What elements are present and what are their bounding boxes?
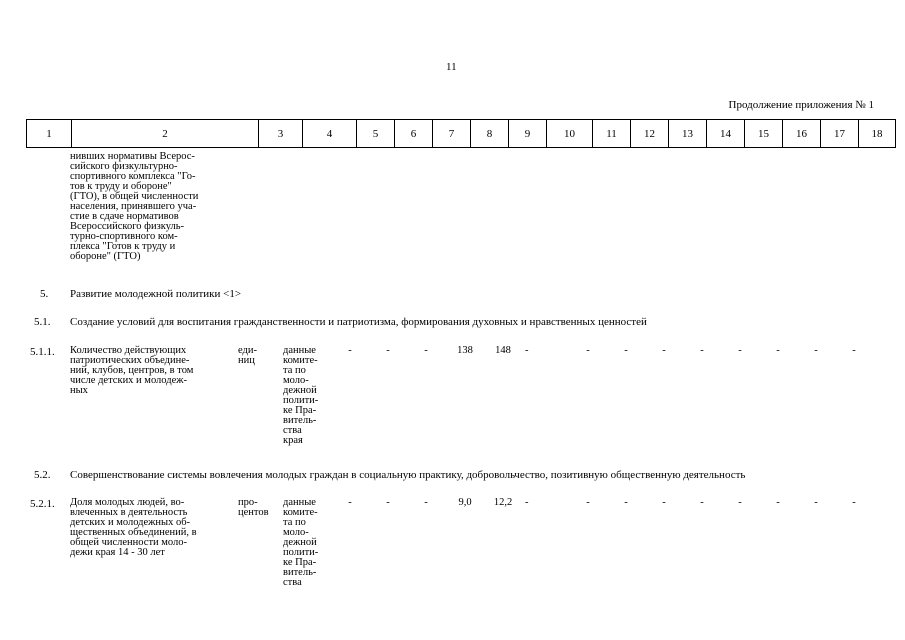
header-cell: 14 [707,120,745,148]
unit: про- центов [238,497,269,518]
value-col-16: - [776,345,780,356]
value-col-18: - [852,345,856,356]
value-col-7: - [424,345,428,356]
value-col-8: 138 [457,345,473,356]
header-cell: 12 [631,120,669,148]
value-col-8: 9,0 [458,497,472,508]
header-cell: 4 [303,120,357,148]
header-row [27,120,896,148]
carryover-indicator-text: нивших нормативы Всерос- сийского физкультурно- спортивного комплекса "Го- тов к труду и обороне" (ГТО), в общей численности населения, принявшего уча- стие в сдаче нормативов Всероссийского физкуль- турно-спортивного ком- плекса "Готов к труду и обороне" (ГТО) [70,151,199,262]
value-col-6: - [386,497,390,508]
continuation-label: Продолжение приложения № 1 [728,99,874,111]
row-number: 5.1.1. [30,346,55,358]
value-col-17: - [814,497,818,508]
header-cell: 1 [27,120,72,148]
header-cell: 15 [745,120,783,148]
value-col-12: - [624,497,628,508]
value-col-6: - [386,345,390,356]
header-cell: 16 [783,120,821,148]
subsection-number: 5.2. [34,469,51,481]
header-cell: 6 [395,120,433,148]
value-col-18: - [852,497,856,508]
value-col-11: - [586,345,590,356]
value-col-5: - [348,497,352,508]
header-cell: 13 [669,120,707,148]
subsection-title: Создание условий для воспитания гражданственности и патриотизма, формирования духовных и нравственных ценностей [70,316,647,328]
value-col-5: - [348,345,352,356]
value-col-10: - [525,345,529,356]
value-col-14: - [700,497,704,508]
section-title: Развитие молодежной политики <1> [70,288,242,300]
subsection-title: Совершенствование системы вовлечения молодых граждан в социальную практику, добровольчество, позитивную общественную деятельность [70,469,746,481]
value-col-17: - [814,345,818,356]
value-col-7: - [424,497,428,508]
value-col-16: - [776,497,780,508]
page-number: 11 [446,61,457,73]
header-cell: 8 [471,120,509,148]
section-number: 5. [40,288,49,300]
header-cell: 7 [433,120,471,148]
value-col-12: - [624,345,628,356]
value-col-15: - [738,497,742,508]
header-cell: 3 [259,120,303,148]
indicator-name: Количество действующих патриотических объедине- ний, клубов, центров, в том числе детских и молодеж- ных [70,345,194,396]
unit: еди- ниц [238,345,257,366]
value-col-9: 12,2 [493,497,513,508]
value-col-13: - [662,497,666,508]
value-col-13: - [662,345,666,356]
column-header-table [26,119,896,148]
row-number: 5.2.1. [30,498,55,510]
subsection-number: 5.1. [34,316,51,328]
header-cell: 18 [859,120,896,148]
value-col-11: - [586,497,590,508]
value-col-15: - [738,345,742,356]
data-source: данные комите- та по моло- дежной полити- ке Пра- витель- ства [283,497,319,588]
header-cell: 2 [72,120,259,148]
value-col-9: 148 [495,345,511,356]
header-cell: 11 [593,120,631,148]
value-col-10: - [525,497,529,508]
data-source: данные комите- та по моло- дежной полити- ке Пра- витель- ства края [283,345,319,446]
header-cell: 10 [547,120,593,148]
header-cell: 17 [821,120,859,148]
value-col-14: - [700,345,704,356]
header-cell: 5 [357,120,395,148]
indicator-name: Доля молодых людей, во- влеченных в деятельность детских и молодежных об- щественных объединений, в общей численности моло- дежи края 14 - 30 лет [70,497,197,558]
header-cell: 9 [509,120,547,148]
